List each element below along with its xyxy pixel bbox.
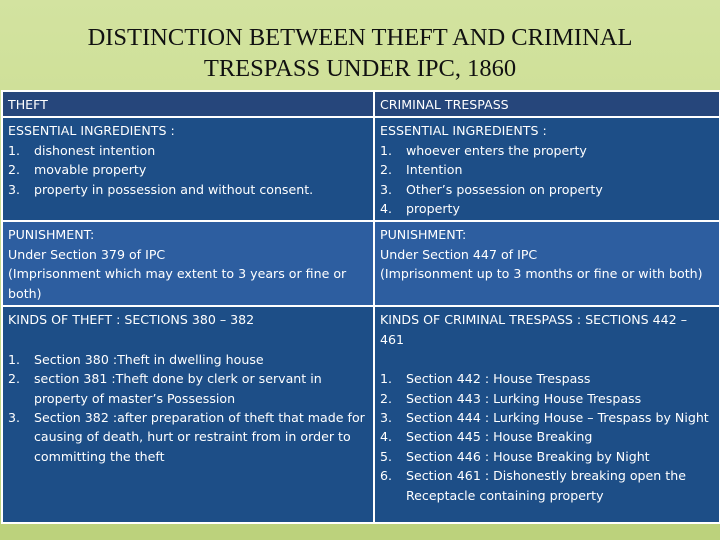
list-item: 4. Section 445 : House Breaking (380, 429, 593, 445)
list-item: 5. Section 446 : House Breaking by Night (380, 448, 650, 464)
theft-kinds-cell (2, 306, 374, 523)
list-item: 2. movable property (8, 162, 147, 178)
theft-punishment-section: Under Section 379 of IPC (8, 246, 166, 262)
list-item: 2. Intention (380, 162, 463, 178)
trespass-punishment-heading: PUNISHMENT: (380, 227, 467, 243)
title-line-1: DISTINCTION BETWEEN THEFT AND CRIMINAL (87, 24, 633, 51)
list-item: 6. Section 461 : Dishonestly breaking open the Receptacle containing property (380, 468, 686, 503)
list-item: 1. whoever enters the property (380, 142, 587, 158)
list-item: 3. property in possession and without consent. (8, 181, 314, 197)
list-item: 3. Section 382 :after preparation of theft that made for causing of death, hurt or restraint from in order to committing the theft (8, 410, 365, 464)
list-item: 3. Section 444 : Lurking House – Trespass by Night (380, 410, 709, 426)
trespass-ingredients-list (380, 141, 714, 219)
trespass-kinds-heading: KINDS OF CRIMINAL TRESPASS : SECTIONS 442 – 461 (380, 312, 687, 347)
header-theft: THEFT (2, 91, 374, 117)
list-item: 3. Other’s possession on property (380, 181, 603, 197)
list-item: 1. Section 442 : House Trespass (380, 371, 591, 387)
theft-kinds-heading: KINDS OF THEFT : SECTIONS 380 – 382 (8, 312, 255, 328)
table-row-kinds (2, 306, 720, 523)
list-item: 2. section 381 :Theft done by clerk or servant in property of master’s Possession (8, 371, 322, 406)
theft-punishment-heading: PUNISHMENT: (8, 227, 95, 243)
table-row-punishment (2, 221, 720, 306)
trespass-kinds-list (380, 369, 714, 505)
trespass-ingredients-cell (374, 117, 720, 221)
page-title (0, 22, 720, 84)
list-item: 1. Section 380 :Theft in dwelling house (8, 351, 264, 367)
table-header-row (2, 91, 720, 117)
table-row-ingredients (2, 117, 720, 221)
theft-ingredients-cell (2, 117, 374, 221)
list-item: 1. dishonest intention (8, 142, 156, 158)
list-item: 4. property (380, 201, 460, 217)
theft-kinds-list (8, 350, 368, 466)
trespass-ingredients-heading: ESSENTIAL INGREDIENTS : (380, 123, 547, 139)
trespass-punishment-section: Under Section 447 of IPC (380, 246, 538, 262)
comparison-table (1, 90, 720, 524)
theft-ingredients-list (8, 141, 368, 199)
header-criminal-trespass: CRIMINAL TRESPASS (374, 91, 720, 117)
theft-punishment-cell (2, 221, 374, 306)
theft-ingredients-heading: ESSENTIAL INGREDIENTS : (8, 123, 175, 139)
theft-punishment-detail: (Imprisonment which may extent to 3 years or fine or both) (8, 266, 347, 301)
trespass-kinds-cell (374, 306, 720, 523)
trespass-punishment-cell (374, 221, 720, 306)
list-item: 2. Section 443 : Lurking House Trespass (380, 390, 642, 406)
trespass-punishment-detail: (Imprisonment up to 3 months or fine or with both) (380, 266, 703, 282)
title-line-2: TRESPASS UNDER IPC, 1860 (203, 55, 517, 82)
